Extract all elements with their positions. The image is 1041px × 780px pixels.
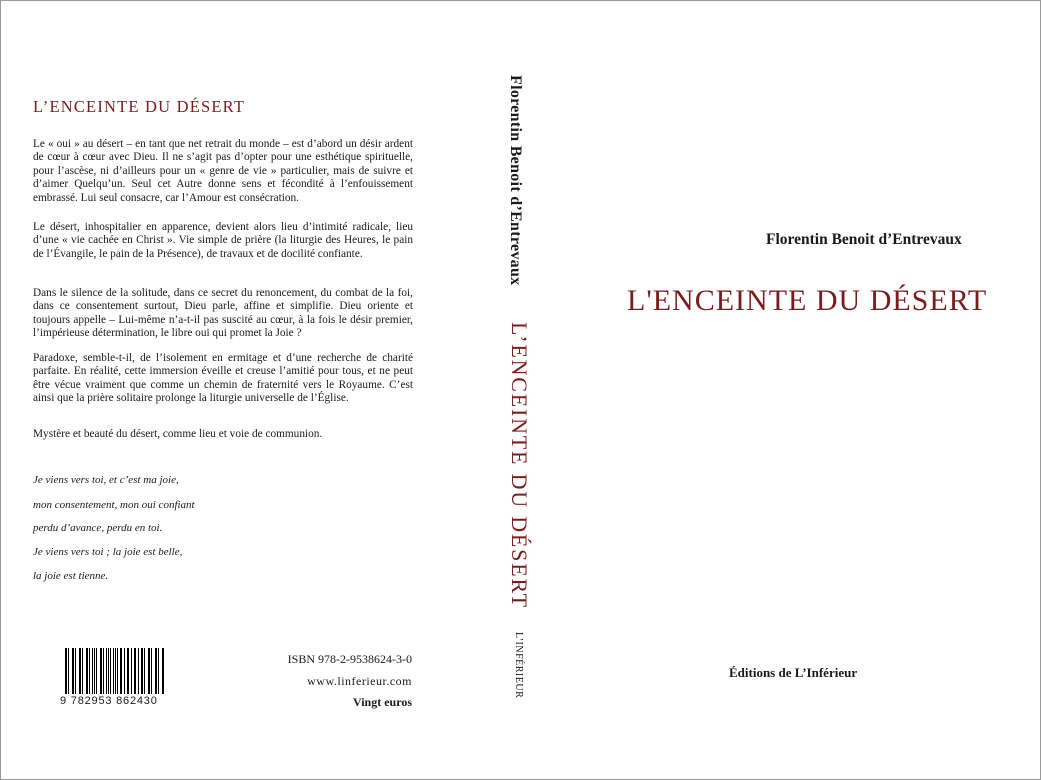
spine-author: Florentin Benoit d’Entrevaux bbox=[507, 75, 524, 286]
isbn-barcode bbox=[60, 648, 168, 708]
barcode-bars bbox=[65, 648, 165, 694]
poem-line: Je viens vers toi ; la joie est belle, bbox=[33, 546, 183, 558]
blurb-paragraph: Dans le silence de la solitude, dans ce secret du renoncement, du combat de la foi, dans ce consentement surtout, Dieu parle, affine et simplifie. Dieu oriente et toujours appelle – Lui-même n’a-t-il pas suscité au cœur, à la fois le désir premier, l’impérieuse détermination, le libre oui qui promet la Joie ? bbox=[33, 287, 413, 340]
back-cover-title: L’ENCEINTE DU DÉSERT bbox=[33, 97, 246, 116]
blurb-paragraph: Le désert, inhospitalier en apparence, devient alors lieu d’intimité radicale, lieu d’une « vie cachée en Christ ». Vie simple de prière (la liturgie des Heures, le pain de l’Évangile, le pain de la Présence), de travaux et de docilité confiante. bbox=[33, 221, 413, 260]
barcode-digits: 9 782953 862430 bbox=[60, 695, 158, 707]
publisher-website: www.linferieur.com bbox=[307, 674, 412, 688]
spine-publisher: L’INFÉRIEUR bbox=[513, 632, 524, 699]
blurb-paragraph: Le « oui » au désert – en tant que net retrait du monde – est d’abord un désir ardent de cœur à cœur avec Dieu. Il ne s’agit pas d’opter pour une esthétique spirituelle, pour l’ascèse, ni d’ailleurs pour un « genre de vie » particulier, mais de suivre et d’aimer Quelqu’un. Seul cet Autre donne sens et fécondité à l’enfouissement embrassé. Lui seul consacre, car l’Amour est consécration. bbox=[33, 138, 413, 204]
poem-line: Je viens vers toi, et c’est ma joie, bbox=[33, 474, 179, 486]
poem-line: perdu d’avance, perdu en toi. bbox=[33, 522, 163, 534]
blurb-paragraph: Paradoxe, semble-t-il, de l’isolement en ermitage et d’une recherche de charité parfaite. En réalité, cette immersion éveille et creuse l’amitié pour tous, et ne peut être vécue vraiment que comme un chemin de fraternité vers le Royaume. C’est ainsi que la prière solitaire prolonge la liturgie universelle de l’Église. bbox=[33, 352, 413, 405]
blurb-paragraph: Mystère et beauté du désert, comme lieu et voie de communion. bbox=[33, 428, 323, 440]
front-cover-publisher: Éditions de L’Inférieur bbox=[729, 665, 858, 680]
isbn-number: ISBN 978-2-9538624-3-0 bbox=[287, 652, 412, 666]
front-cover-title: L'ENCEINTE DU DÉSERT bbox=[627, 284, 988, 317]
spine-title: L’ENCEINTE DU DÉSERT bbox=[507, 322, 532, 609]
poem-line: la joie est tienne. bbox=[33, 570, 109, 582]
price: Vingt euros bbox=[352, 695, 412, 709]
poem-line: mon consentement, mon oui confiant bbox=[33, 499, 195, 511]
front-cover-author: Florentin Benoit d’Entrevaux bbox=[766, 231, 962, 248]
